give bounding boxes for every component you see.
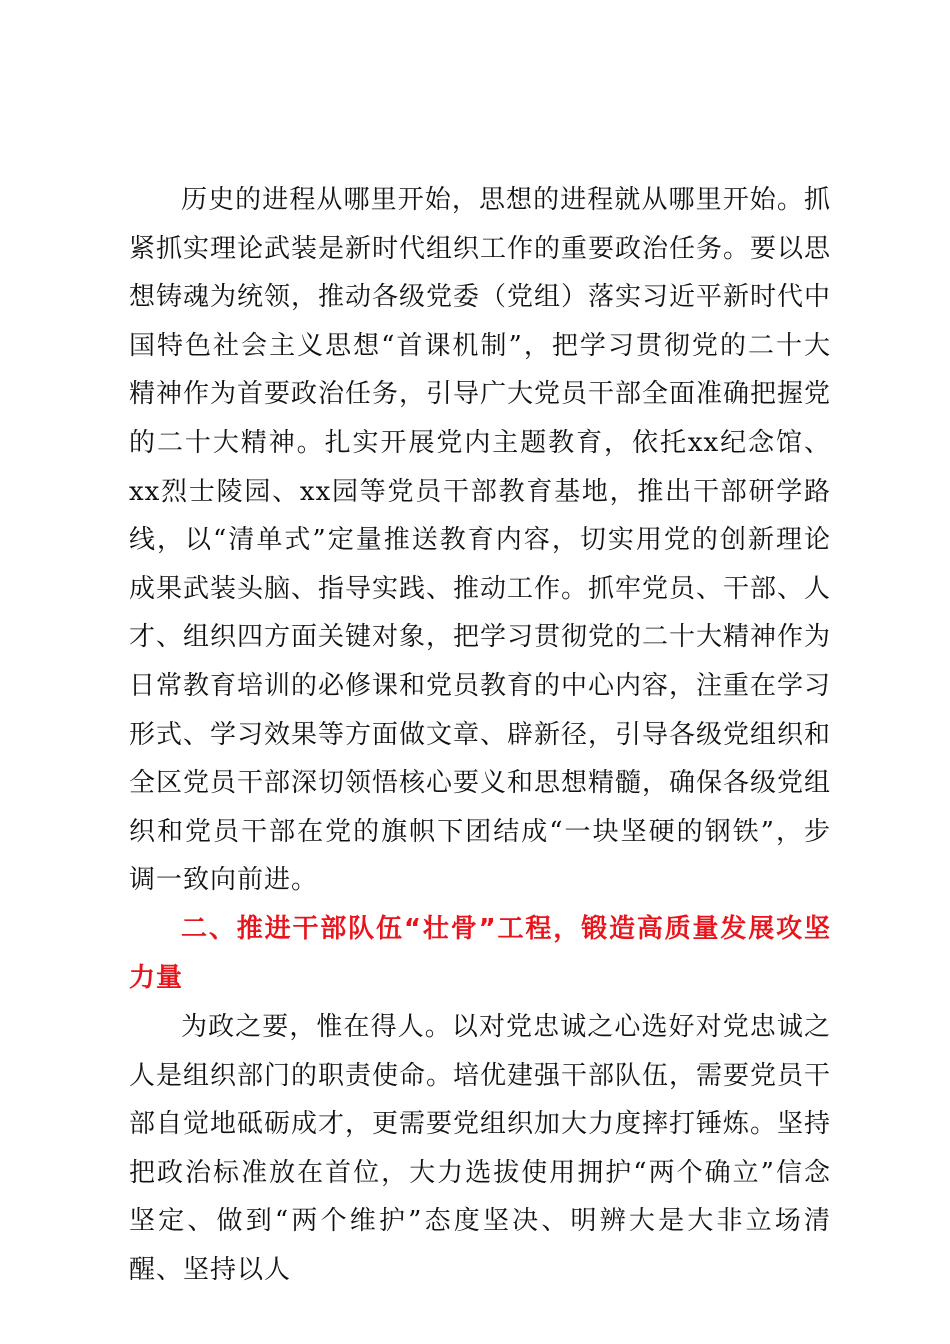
document-body [129,176,831,1294]
body-paragraph: 为政之要，惟在得人。以对党忠诚之心选好对党忠诚之人是组织部门的职责使命。培优建强干部队伍，需要党员干部自觉地砥砺成才，更需要党组织加大力度摔打锤炼。坚持把政治标准放在首位，大力选拔使用拥护“两个确立”信念坚定、做到“两个维护”态度坚决、明辨大是大非立场清醒、坚持以人 [129,1011,832,1285]
section-heading: 二、推进干部队伍“壮骨”工程，锻造高质量发展攻坚力量 [129,913,831,993]
body-paragraph: 历史的进程从哪里开始，思想的进程就从哪里开始。抓紧抓实理论武装是新时代组织工作的重要政治任务。要以思想铸魂为统领，推动各级党委（党组）落实习近平新时代中国特色社会主义思想“首课机制”，把学习贯彻党的二十大精神作为首要政治任务，引导广大党员干部全面准确把握党的二十大精神。扎实开展党内主题教育，依托xx纪念馆、xx烈士陵园、xx园等党员干部教育基地，推出干部研学路线，以“清单式”定量推送教育内容，切实用党的创新理论成果武装头脑、指导实践、推动工作。抓牢党员、干部、人才、组织四方面关键对象，把学习贯彻党的二十大精神作为日常教育培训的必修课和党员教育的中心内容，注重在学习形式、学习效果等方面做文章、辟新径，引导各级党组织和全区党员干部深切领悟核心要义和思想精髓，确保各级党组织和党员干部在党的旗帜下团结成“一块坚硬的钢铁”，步调一致向前进。 [129,185,832,896]
